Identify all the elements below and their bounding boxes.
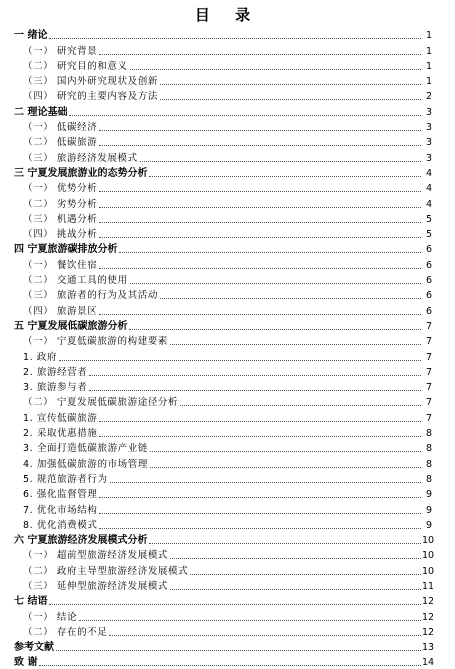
toc-entry-page-number: 4: [425, 167, 432, 179]
toc-entry-label: （三） 旅游者的行为及其活动: [23, 290, 158, 302]
toc-entry[interactable]: [14, 149, 432, 164]
dot-leader: [99, 267, 421, 269]
toc-entry[interactable]: [14, 501, 432, 516]
toc-entry-label: 1. 宣传低碳旅游: [23, 412, 98, 424]
toc-entry-page-number: 6: [425, 244, 432, 256]
toc-entry[interactable]: [14, 654, 435, 669]
dot-leader: [89, 389, 421, 391]
toc-entry-label: （一） 优势分析: [23, 183, 98, 195]
toc-entry-label: 七 结语: [14, 596, 48, 608]
dot-leader: [99, 435, 421, 437]
toc-entry[interactable]: [14, 134, 432, 149]
toc-entry-label: 参考文献: [14, 642, 54, 654]
toc-entry-page-number: 1: [425, 30, 432, 42]
toc-entry-label: 二 理论基础: [14, 106, 68, 118]
toc-entry[interactable]: [14, 486, 432, 501]
toc-entry-page-number: 7: [425, 412, 432, 424]
toc-entry-label: （一） 超前型旅游经济发展模式: [23, 550, 169, 562]
toc-entry-label: （三） 机遇分析: [23, 213, 98, 225]
toc-entry[interactable]: [14, 394, 432, 409]
toc-entry-page-number: 7: [425, 397, 432, 409]
toc-entry-label: 3. 全面打造低碳旅游产业链: [23, 443, 148, 455]
toc-entry-page-number: 8: [425, 428, 432, 440]
toc-entry-label: 6. 强化监督管理: [23, 489, 98, 501]
toc-entry[interactable]: [14, 547, 435, 562]
toc-entry-label: （三） 延伸型旅游经济发展模式: [23, 580, 169, 592]
dot-leader: [99, 527, 421, 529]
dot-leader: [180, 404, 421, 406]
toc-entry-page-number: 10: [422, 535, 435, 547]
toc-entry-page-number: 8: [425, 443, 432, 455]
toc-entry[interactable]: [14, 532, 435, 547]
dot-leader: [99, 190, 421, 192]
toc-entry-label: 3. 旅游参与者: [23, 382, 88, 394]
toc-entry-page-number: 5: [425, 213, 432, 225]
toc-entry-page-number: 3: [425, 122, 432, 134]
toc-entry-page-number: 6: [425, 290, 432, 302]
toc-entry-label: （一） 宁夏低碳旅游的构建要素: [23, 336, 169, 348]
toc-entry-label: （二） 低碳旅游: [23, 137, 98, 149]
dot-leader: [99, 53, 421, 55]
toc-entry-label: 六 宁夏旅游经济发展模式分析: [14, 535, 148, 547]
toc-entry-page-number: 1: [425, 45, 432, 57]
dot-leader: [49, 37, 421, 39]
toc-entry-page-number: 7: [425, 351, 432, 363]
toc-entry-page-number: 9: [425, 519, 432, 531]
toc-entry-label: （二） 研究目的和意义: [23, 60, 128, 72]
toc-entry[interactable]: [14, 119, 432, 134]
dot-leader: [130, 282, 421, 284]
toc-entry-page-number: 9: [425, 489, 432, 501]
toc-entry-label: （二） 存在的不足: [23, 626, 108, 638]
dot-leader: [39, 664, 421, 666]
toc-entry-label: 5. 规范旅游者行为: [23, 473, 108, 485]
toc-entry-label: 三 宁夏发展旅游业的态势分析: [14, 167, 148, 179]
toc-entry-page-number: 12: [422, 596, 435, 608]
toc-entry-page-number: 13: [422, 642, 435, 654]
toc-entry-page-number: 7: [425, 336, 432, 348]
toc-entry-label: 一 绪论: [14, 30, 48, 42]
toc-entry[interactable]: [14, 211, 432, 226]
dot-leader: [99, 221, 421, 223]
toc-entry-page-number: 11: [422, 580, 435, 592]
toc-entry-page-number: 3: [425, 152, 432, 164]
toc-entry-page-number: 9: [425, 504, 432, 516]
toc-entry-label: （一） 结论: [23, 611, 78, 623]
toc-entry[interactable]: [14, 593, 435, 608]
toc-entry-label: 五 宁夏发展低碳旅游分析: [14, 320, 128, 332]
toc-entry-label: 8. 优化消费模式: [23, 519, 98, 531]
toc-entry-label: （一） 研究背景: [23, 45, 98, 57]
dot-leader: [69, 114, 421, 116]
dot-leader: [170, 588, 421, 590]
toc-entry[interactable]: [14, 379, 432, 394]
toc-entry[interactable]: [14, 624, 435, 639]
toc-entry[interactable]: [14, 318, 432, 333]
toc-entry-label: 7. 优化市场结构: [23, 504, 98, 516]
toc-entry-label: 1. 政府: [23, 351, 58, 363]
toc-entry[interactable]: [14, 165, 432, 180]
toc-entry-page-number: 1: [425, 76, 432, 88]
toc-entry-page-number: 1: [425, 60, 432, 72]
toc-entry[interactable]: [14, 409, 432, 424]
dot-leader: [190, 573, 421, 575]
table-of-contents: [14, 27, 435, 669]
dot-leader: [99, 236, 421, 238]
dot-leader: [160, 98, 421, 100]
toc-entry-page-number: 12: [422, 626, 435, 638]
dot-leader: [140, 160, 421, 162]
toc-entry[interactable]: [14, 73, 432, 88]
toc-entry-page-number: 8: [425, 458, 432, 470]
toc-entry[interactable]: [14, 562, 435, 577]
dot-leader: [130, 68, 421, 70]
toc-entry[interactable]: [14, 287, 432, 302]
toc-entry-label: （四） 研究的主要内容及方法: [23, 91, 158, 103]
toc-entry-label: （二） 劣势分析: [23, 198, 98, 210]
toc-entry-label: 致 谢: [14, 657, 38, 669]
dot-leader: [160, 297, 421, 299]
toc-entry-page-number: 14: [422, 657, 435, 669]
dot-leader: [129, 328, 421, 330]
toc-entry[interactable]: [14, 471, 432, 486]
toc-entry-label: （四） 挑战分析: [23, 229, 98, 241]
dot-leader: [99, 313, 421, 315]
dot-leader: [170, 557, 421, 559]
dot-leader: [160, 83, 421, 85]
dot-leader: [99, 144, 421, 146]
dot-leader: [99, 206, 421, 208]
toc-entry[interactable]: [14, 333, 432, 348]
dot-leader: [110, 481, 421, 483]
toc-entry-page-number: 6: [425, 275, 432, 287]
toc-entry-label: 2. 采取优惠措施: [23, 428, 98, 440]
document-title: 目 录: [194, 6, 261, 24]
dot-leader: [56, 649, 421, 651]
toc-entry-page-number: 7: [425, 366, 432, 378]
dot-leader: [150, 466, 421, 468]
toc-entry[interactable]: [14, 256, 432, 271]
dot-leader: [99, 512, 421, 514]
toc-entry[interactable]: [14, 440, 432, 455]
dot-leader: [99, 420, 421, 422]
toc-entry-page-number: 7: [425, 320, 432, 332]
toc-entry-page-number: 12: [422, 611, 435, 623]
toc-entry-label: （一） 低碳经济: [23, 122, 98, 134]
toc-entry[interactable]: [14, 455, 432, 470]
dot-leader: [150, 450, 421, 452]
toc-entry[interactable]: [14, 226, 432, 241]
toc-entry[interactable]: [14, 195, 432, 210]
toc-entry-page-number: 5: [425, 229, 432, 241]
dot-leader: [59, 359, 421, 361]
toc-entry[interactable]: [14, 302, 432, 317]
toc-entry[interactable]: [14, 103, 432, 118]
toc-entry-page-number: 3: [425, 137, 432, 149]
toc-entry-page-number: 3: [425, 106, 432, 118]
toc-entry-label: （四） 旅游景区: [23, 305, 98, 317]
dot-leader: [99, 129, 421, 131]
dot-leader: [170, 343, 421, 345]
toc-entry-label: （二） 交通工具的使用: [23, 275, 128, 287]
toc-entry-label: （三） 旅游经济发展模式: [23, 152, 138, 164]
toc-entry[interactable]: [14, 58, 432, 73]
toc-entry-page-number: 10: [422, 565, 435, 577]
toc-entry[interactable]: [14, 42, 432, 57]
toc-entry[interactable]: [14, 241, 432, 256]
dot-leader: [49, 603, 421, 605]
toc-entry-page-number: 6: [425, 259, 432, 271]
dot-leader: [149, 175, 421, 177]
toc-entry-page-number: 8: [425, 473, 432, 485]
dot-leader: [99, 496, 421, 498]
toc-entry[interactable]: [14, 348, 432, 363]
toc-entry[interactable]: [14, 517, 432, 532]
dot-leader: [109, 634, 421, 636]
toc-entry[interactable]: [14, 608, 435, 623]
toc-entry-page-number: 4: [425, 198, 432, 210]
toc-entry-page-number: 7: [425, 382, 432, 394]
toc-entry-page-number: 6: [425, 305, 432, 317]
toc-entry-label: （三） 国内外研究现状及创新: [23, 76, 158, 88]
toc-entry-label: 2. 旅游经营者: [23, 366, 88, 378]
toc-entry-page-number: 10: [422, 550, 435, 562]
dot-leader: [119, 251, 421, 253]
toc-entry-page-number: 2: [425, 91, 432, 103]
toc-entry[interactable]: [14, 364, 432, 379]
toc-entry[interactable]: [14, 272, 432, 287]
toc-entry[interactable]: [14, 88, 432, 103]
toc-entry[interactable]: [14, 639, 435, 654]
toc-entry[interactable]: [14, 578, 435, 593]
dot-leader: [89, 374, 421, 376]
dot-leader: [79, 619, 421, 621]
toc-entry-label: （二） 政府主导型旅游经济发展模式: [23, 565, 189, 577]
toc-entry-label: （一） 餐饮住宿: [23, 259, 98, 271]
toc-entry[interactable]: [14, 425, 432, 440]
toc-entry-label: 4. 加强低碳旅游的市场管理: [23, 458, 148, 470]
toc-entry-label: （二） 宁夏发展低碳旅游途径分析: [23, 397, 179, 409]
toc-entry[interactable]: [14, 180, 432, 195]
toc-entry[interactable]: [14, 27, 432, 42]
toc-entry-label: 四 宁夏旅游碳排放分析: [14, 244, 118, 256]
dot-leader: [149, 542, 421, 544]
toc-entry-page-number: 4: [425, 183, 432, 195]
